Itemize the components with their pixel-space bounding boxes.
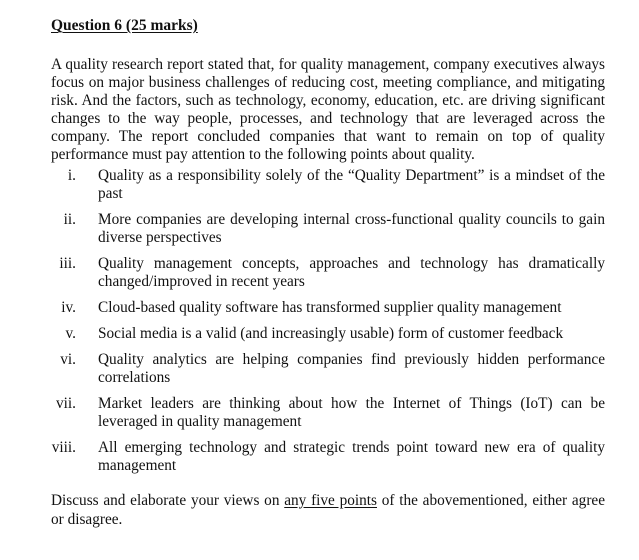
question-document <box>51 16 605 529</box>
instruction-text-end: of the abovementioned, either agree or disagree. <box>51 492 606 528</box>
list-item-text: Social media is a valid (and increasingly usable) form of customer feedback <box>98 325 564 342</box>
list-item-text: Quality analytics are helping companies find previously hidden performance correlations <box>98 351 605 386</box>
list-item <box>51 351 605 387</box>
list-item <box>51 395 605 431</box>
list-item-number: viii. <box>51 439 76 456</box>
list-item <box>51 255 605 291</box>
list-item <box>51 325 605 343</box>
list-item-number: iii. <box>59 255 76 272</box>
list-item <box>51 167 605 203</box>
list-item-text: Quality management concepts, approaches and technology has dramatically changed/improved in recent years <box>98 255 605 290</box>
question-intro: A quality research report stated that, for quality management, company executives always focus on major business challenges of reducing cost, meeting compliance, and mitigating risk. And the factors, such as technology, economy, education, etc. are driving significant changes to the way people, processes, and technology that are leveraged across the company. The report concluded companies that want to remain on top of quality performance must pay attention to the following points about quality. <box>51 56 605 163</box>
list-item <box>51 439 605 475</box>
list-item-number: iv. <box>61 299 76 316</box>
list-item-number: i. <box>67 167 76 184</box>
list-item-number: vii. <box>56 395 76 412</box>
list-item-number: vi. <box>60 351 76 368</box>
list-item-text: All emerging technology and strategic trends point toward new era of quality management <box>98 439 605 474</box>
points-list <box>51 167 605 475</box>
question-instruction <box>51 491 605 529</box>
list-item-number: v. <box>65 325 76 342</box>
instruction-emphasis: any five points <box>284 492 377 509</box>
list-item-text: Quality as a responsibility solely of the “Quality Department” is a mindset of the past <box>98 167 605 202</box>
list-item-text: More companies are developing internal cross-functional quality councils to gain diverse perspectives <box>98 211 605 246</box>
instruction-text-start: Discuss and elaborate your views on <box>51 492 285 509</box>
question-heading: Question 6 (25 marks) <box>51 17 198 34</box>
list-item <box>51 299 605 317</box>
list-item-number: ii. <box>63 211 76 228</box>
list-item-text: Cloud-based quality software has transformed supplier quality management <box>98 299 562 316</box>
list-item-text: Market leaders are thinking about how the Internet of Things (IoT) can be leveraged in quality management <box>98 395 605 430</box>
list-item <box>51 211 605 247</box>
